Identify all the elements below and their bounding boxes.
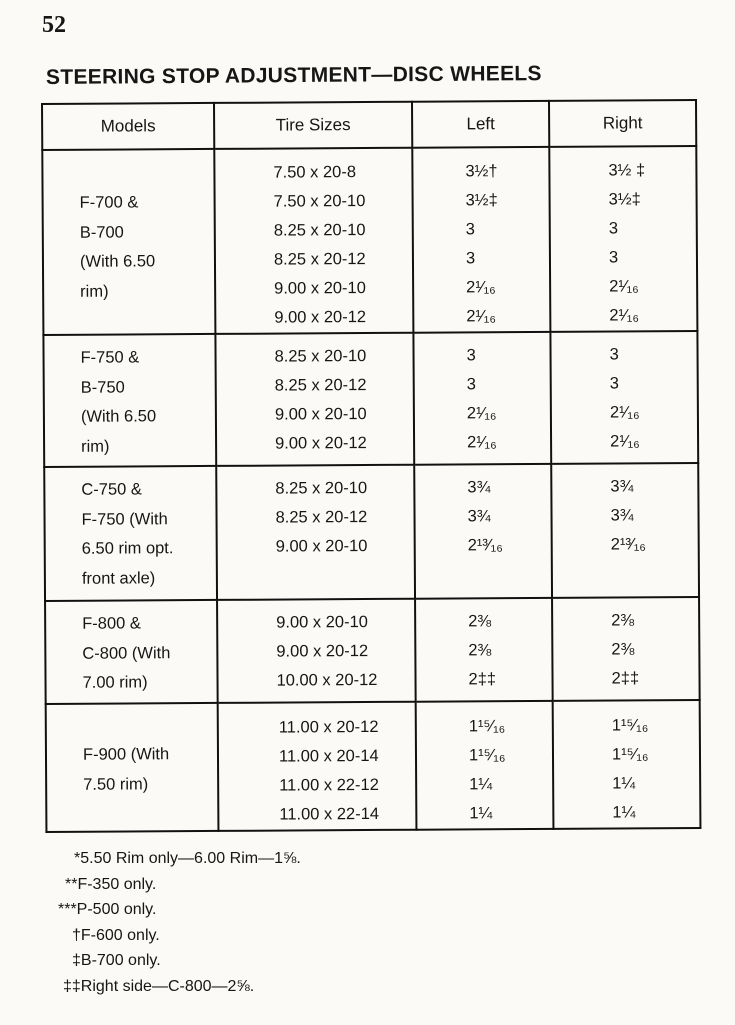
table-row [46,700,701,832]
left-value: 3½‡ [465,191,498,210]
tire-size: 9.00 x 20-10 [275,537,368,556]
right-value: 3 [608,248,619,267]
right-value: 3¾ [610,506,634,525]
tire-size: 9.00 x 20-12 [276,642,369,661]
left-value: 2⅜ [468,612,492,631]
tire-size: 11.00 x 22-14 [279,804,380,824]
table-row [43,331,698,467]
left-values-cell [413,332,551,465]
models-cell [46,703,219,832]
model-line: rim) [81,437,110,456]
left-value: 1¼ [469,775,493,794]
left-value: 1¹⁵⁄₁₆ [468,717,506,736]
model-line: rim) [80,282,109,301]
tire-size: 9.00 x 20-12 [275,434,367,453]
left-value: 3 [465,249,476,268]
model-line: C-750 & [81,480,142,499]
models-cell [43,334,216,467]
right-value: 3 [609,345,619,364]
tire-size: 9.00 x 20-10 [276,613,368,632]
left-value: 3½† [465,162,498,181]
tire-size: 8.25 x 20-12 [273,250,366,269]
model-line: (With 6.50 [80,407,157,426]
model-line: B-750 [80,377,125,397]
table-row [42,146,697,335]
tire-sizes-cell [215,333,414,466]
left-value: 1¼ [469,804,493,823]
model-line: F-700 & [79,193,139,212]
header-tire-sizes: Tire Sizes [214,102,412,149]
right-value: 1¹⁵⁄₁₆ [611,716,649,735]
footnote: **F-350 only. [65,875,157,893]
left-values-cell [414,464,552,599]
tire-size: 11.00 x 20-14 [278,746,379,766]
model-line: F-750 & [80,348,140,367]
header-models: Models [42,103,214,150]
footnote: ***P-500 only. [58,901,157,918]
tire-size: 8.25 x 20-10 [274,347,367,366]
tire-size: 9.00 x 20-10 [274,279,366,298]
right-values-cell [553,700,701,829]
footnote: ‡‡Right side—C-800—2⅝. [63,977,255,995]
right-value: 1¹⁵⁄₁₆ [611,745,649,764]
models-cell [44,466,217,601]
model-line: 7.00 rim) [82,673,148,692]
left-value: 2⅜ [468,641,492,660]
tire-size: 8.25 x 20-12 [274,376,367,395]
model-line: F-900 (With [82,745,170,764]
left-value: 3 [465,220,476,239]
table-header-row [42,100,696,150]
tire-sizes-cell [216,465,415,600]
left-value: 1¹⁵⁄₁₆ [468,746,506,765]
right-values-cell [551,463,699,598]
tire-sizes-cell [218,702,417,831]
right-value: 2¹⁄₁₆ [609,306,640,325]
left-values-cell [412,147,550,333]
table-row [44,463,699,601]
tire-size: 8.25 x 20-12 [275,508,368,527]
right-values-cell [552,597,700,701]
right-value: 3½ ‡ [608,161,646,180]
left-value: 2¹⁄₁₆ [467,433,497,452]
footnote: *5.50 Rim only—6.00 Rim—1⅝. [74,850,301,867]
header-left: Left [412,101,549,148]
model-line: front axle) [81,568,156,588]
footnote: ‡B-700 only. [72,952,161,969]
left-value: 2¹⁄₁₆ [466,278,496,297]
right-value: 2¹⁄₁₆ [609,403,640,422]
models-cell [42,149,215,335]
model-line: 7.50 rim) [83,774,149,794]
footnote: †F-600 only. [72,926,160,944]
right-value: 1¼ [612,803,636,822]
right-value: 2¹³⁄₁₆ [610,535,646,554]
tire-size: 7.50 x 20-8 [273,163,357,182]
page-title: STEERING STOP ADJUSTMENT—DISC WHEELS [45,62,542,89]
left-value: 2¹⁄₁₆ [466,307,497,326]
models-cell [45,600,218,704]
table-row [45,597,700,704]
tire-size: 8.25 x 20-10 [273,221,366,240]
left-values-cell [416,701,554,830]
model-line: 6.50 rim opt. [81,539,174,558]
right-value: 2‡‡ [611,669,640,688]
model-line: B-700 [79,222,124,242]
right-value: 3¾ [610,477,634,496]
right-value: 2¹⁄₁₆ [610,432,640,451]
tire-sizes-cell [217,599,416,703]
model-line: C-800 (With [82,643,171,663]
right-value: 3½‡ [608,190,641,209]
model-line: F-750 (With [81,509,168,529]
left-value: 3 [466,346,476,365]
tire-size: 7.50 x 20-10 [273,192,366,211]
tire-size: 11.00 x 20-12 [278,717,379,737]
right-value: 2⅜ [611,640,635,659]
tire-sizes-cell [214,148,413,334]
right-value: 2⅜ [611,611,635,630]
right-value: 3 [609,374,619,393]
right-values-cell [549,146,697,332]
tire-size: 8.25 x 20-10 [275,479,368,498]
right-value: 2¹⁄₁₆ [609,277,639,296]
left-value: 3¾ [467,507,491,526]
header-right: Right [549,100,696,147]
tire-size: 11.00 x 22-12 [279,775,379,795]
left-value: 3 [466,375,476,394]
right-value: 3 [608,219,619,238]
left-value: 2¹⁄₁₆ [466,404,497,423]
right-values-cell [550,331,698,464]
model-line: F-800 & [82,614,141,633]
footnotes [0,846,400,999]
left-value: 2‡‡ [468,670,497,689]
left-value: 3¾ [467,478,491,497]
right-value: 1¼ [612,774,636,793]
steering-stop-table [41,99,701,833]
left-value: 2¹³⁄₁₆ [467,536,503,555]
tire-size: 10.00 x 20-12 [276,670,378,690]
left-values-cell [415,598,553,702]
tire-size: 9.00 x 20-10 [274,405,367,424]
tire-size: 9.00 x 20-12 [274,308,367,327]
page-number: 52 [42,12,66,38]
model-line: (With 6.50 [79,252,156,271]
